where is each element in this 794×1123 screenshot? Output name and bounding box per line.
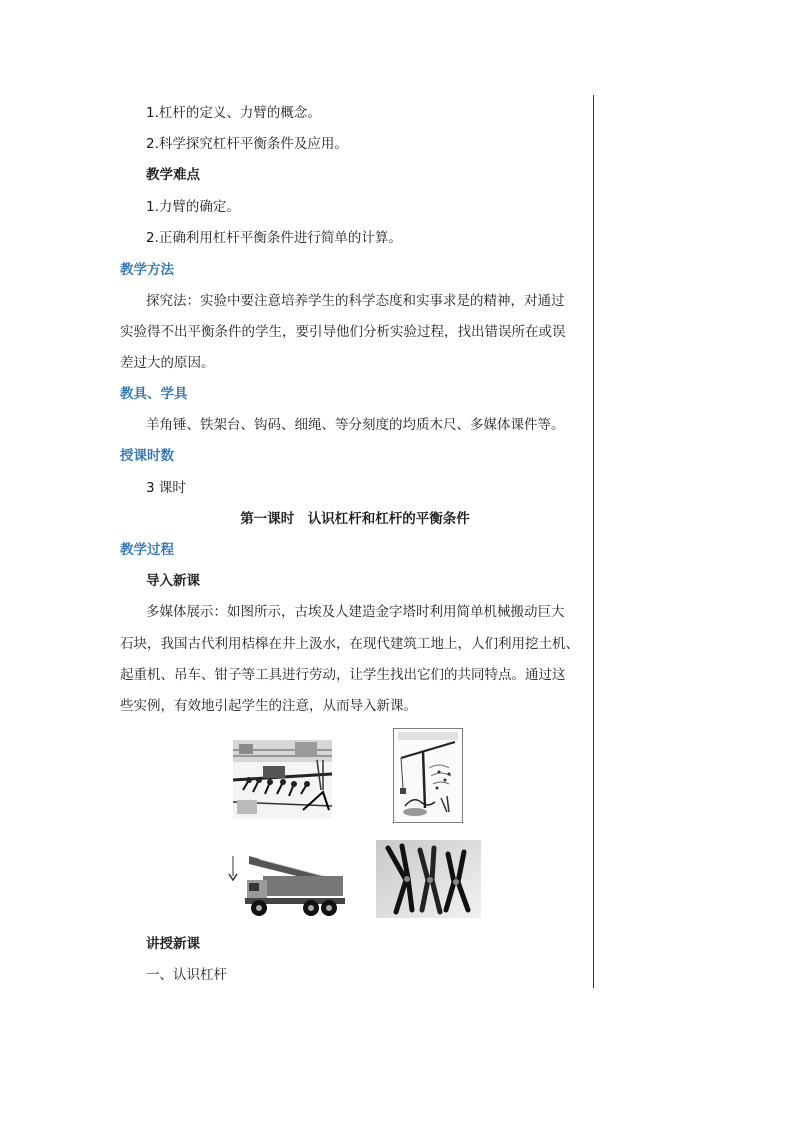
intro-heading: 导入新课: [146, 573, 200, 589]
difficulty-line-2: 2.正确利用杠杆平衡条件进行简单的计算。: [146, 230, 402, 246]
method-line-2: 实验得不出平衡条件的学生，要引导他们分析实验过程，找出错误所在或误: [120, 324, 566, 340]
intro-line-1: 多媒体展示：如图所示，古埃及人建造金字塔时利用简单机械搬动巨大: [146, 604, 565, 620]
method-heading: 教学方法: [120, 262, 174, 278]
method-line-3: 差过大的原因。: [120, 355, 215, 371]
intro-line-3: 起重机、吊车、钳子等工具进行劳动，让学生找出它们的共同特点。通过这: [120, 667, 566, 683]
hours-heading: 授课时数: [120, 448, 174, 464]
method-line-1: 探究法：实验中要注意培养学生的科学态度和实事求是的精神，对通过: [146, 293, 565, 309]
tools-heading: 教具、学具: [120, 386, 188, 402]
section-1-heading: 一、认识杠杆: [146, 967, 227, 983]
process-heading: 教学过程: [120, 542, 174, 558]
well-sweep-image: [393, 728, 463, 823]
teach-heading: 讲授新课: [146, 936, 200, 952]
lesson-title: 第一课时 认识杠杆和杠杆的平衡条件: [240, 511, 470, 527]
pliers-image: [376, 840, 481, 918]
difficulty-heading: 教学难点: [146, 167, 200, 183]
goal-line-1: 1.杠杆的定义、力臂的概念。: [146, 105, 321, 121]
crane-truck-image: [219, 846, 351, 918]
difficulty-line-1: 1.力臂的确定。: [146, 199, 240, 215]
hours-text: 3 课时: [146, 480, 186, 496]
intro-line-2: 石块，我国古代利用桔槔在井上汲水，在现代建筑工地上，人们利用挖土机、: [120, 636, 579, 652]
tools-text: 羊角锤、铁架台、钩码、细绳、等分刻度的均质木尺、多媒体课件等。: [146, 417, 565, 433]
pyramid-construction-image: [233, 740, 332, 818]
intro-line-4: 些实例，有效地引起学生的注意，从而导入新课。: [120, 698, 417, 714]
goal-line-2: 2.科学探究杠杆平衡条件及应用。: [146, 136, 348, 152]
